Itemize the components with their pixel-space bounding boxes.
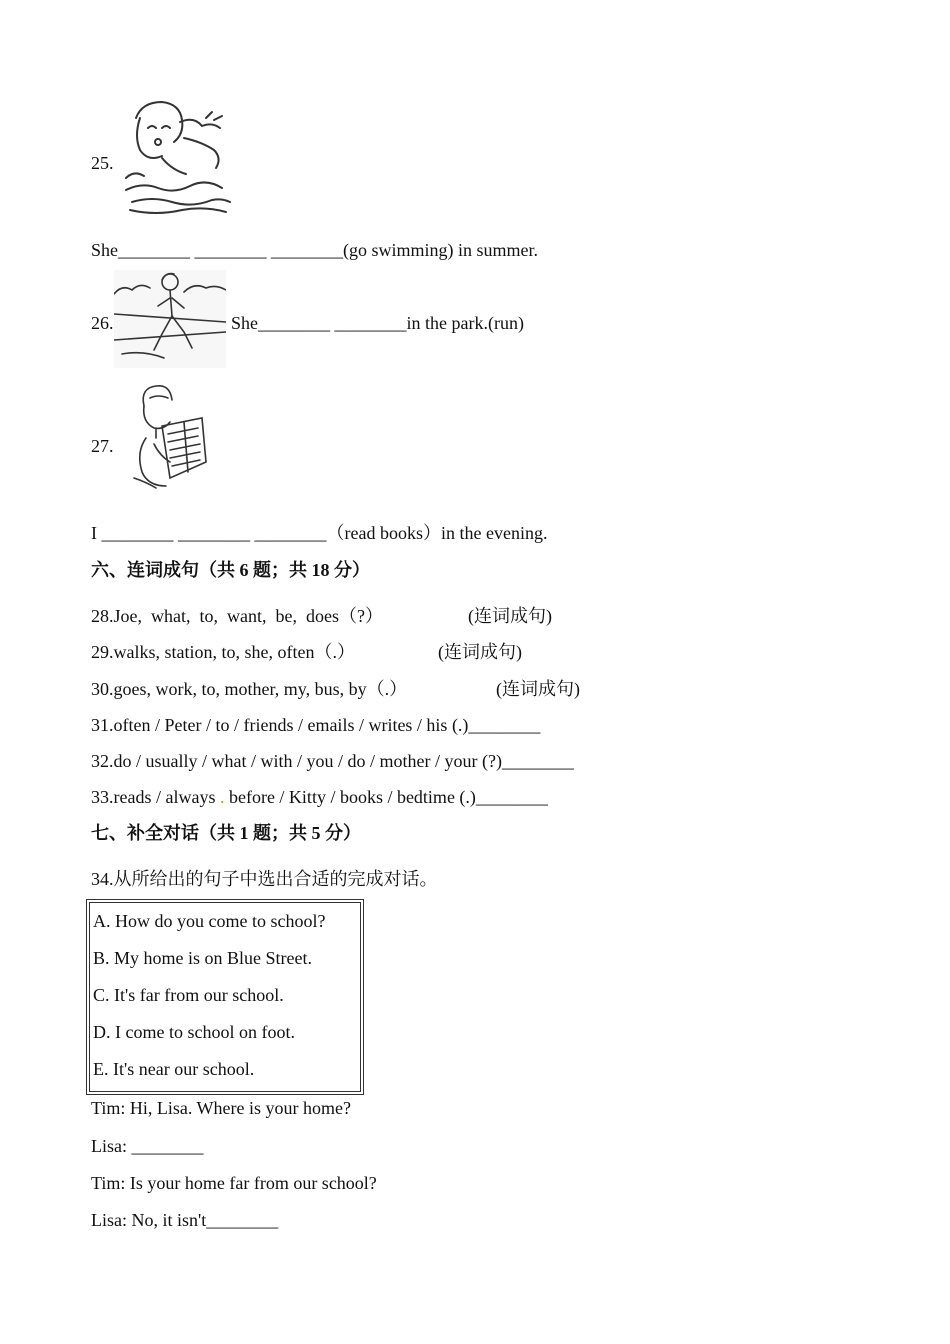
question-33-mark: . bbox=[219, 787, 225, 807]
sentence-26: She________ ________in the park.(run) bbox=[231, 313, 524, 333]
question-33-part-a: 33.reads / always bbox=[91, 787, 220, 807]
question-number: 26. bbox=[91, 313, 114, 333]
section-heading: 六、连词成句（共 6 题；共 18 分） bbox=[91, 560, 370, 580]
question-33 bbox=[91, 788, 548, 806]
dialogue-line: Tim: Is your home far from our school? bbox=[91, 1173, 377, 1193]
option-a: A. How do you come to school? bbox=[93, 911, 326, 931]
reading-boy-drawing-icon bbox=[126, 382, 208, 490]
swimming-girl-drawing-icon bbox=[122, 98, 236, 220]
option-e: E. It's near our school. bbox=[93, 1059, 255, 1079]
sentence-27: I ________ ________ ________（read books）in the evening. bbox=[91, 523, 548, 543]
question-33-part-b: before / Kitty / books / bedtime (.)________ bbox=[224, 787, 548, 807]
dialogue-line: Lisa: ________ bbox=[91, 1136, 204, 1156]
dialogue-line: Tim: Hi, Lisa. Where is your home? bbox=[91, 1098, 351, 1118]
question-29: 29.walks, station, to, she, often（.） bbox=[91, 642, 355, 662]
question-30: 30.goes, work, to, mother, my, bus, by（.） bbox=[91, 679, 408, 699]
question-30-note: (连词成句) bbox=[496, 679, 580, 699]
running-girl-drawing-icon bbox=[114, 270, 226, 368]
question-number: 25. bbox=[91, 153, 114, 173]
question-28-note: (连词成句) bbox=[468, 606, 552, 626]
question-28: 28.Joe, what, to, want, be, does（?） bbox=[91, 606, 383, 626]
question-32: 32.do / usually / what / with / you / do / mother / your (?)________ bbox=[91, 751, 574, 771]
question-34: 34.从所给出的句子中选出合适的完成对话。 bbox=[91, 869, 438, 889]
options-box bbox=[89, 902, 361, 1092]
option-d: D. I come to school on foot. bbox=[93, 1022, 295, 1042]
dialogue-line: Lisa: No, it isn't________ bbox=[91, 1210, 279, 1230]
sentence-25: She________ ________ ________(go swimming) in summer. bbox=[91, 240, 538, 260]
question-29-note: (连词成句) bbox=[438, 642, 522, 662]
option-c: C. It's far from our school. bbox=[93, 985, 284, 1005]
question-31: 31.often / Peter / to / friends / emails / writes / his (.)________ bbox=[91, 715, 541, 735]
section-heading: 七、补全对话（共 1 题；共 5 分） bbox=[91, 823, 361, 843]
option-b: B. My home is on Blue Street. bbox=[93, 948, 312, 968]
question-number: 27. bbox=[91, 436, 114, 456]
